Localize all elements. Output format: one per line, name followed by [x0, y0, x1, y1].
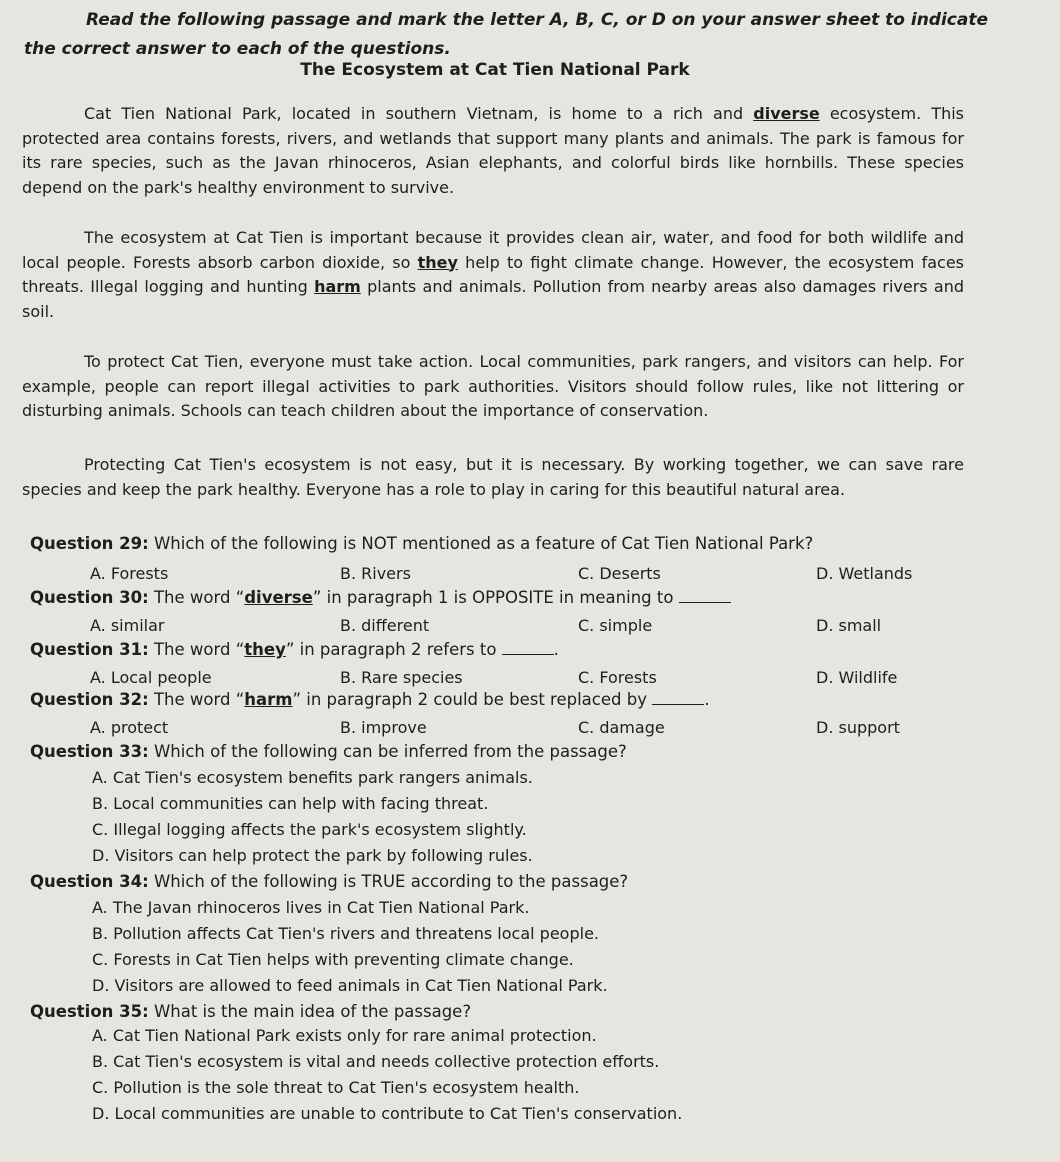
- option-a[interactable]: A. Cat Tien's ecosystem benefits park rangers animals.: [92, 768, 533, 787]
- option-b[interactable]: B. Rare species: [340, 668, 463, 687]
- option-d[interactable]: D. support: [816, 718, 900, 737]
- option-c[interactable]: C. Deserts: [578, 564, 661, 583]
- option-d[interactable]: D. Wildlife: [816, 668, 898, 687]
- instruction-line-1: Read the following passage and mark the letter A, B, C, or D on your answer sheet to indicate: [86, 10, 989, 30]
- option-a[interactable]: A. protect: [90, 718, 169, 737]
- option-d[interactable]: D. Wetlands: [816, 564, 913, 583]
- question-30: Question 30: The word “diverse” in paragraph 1 is OPPOSITE in meaning to: [30, 588, 731, 607]
- option-b[interactable]: B. Cat Tien's ecosystem is vital and needs collective protection efforts.: [92, 1052, 660, 1071]
- paragraph-3: To protect Cat Tien, everyone must take action. Local communities, park rangers, and visitors can help. For example, people can report illegal activities to park authorities. Visitors should follow rules, like not littering or disturbing animals. Schools can teach children about the importance of conservation.: [22, 352, 964, 420]
- passage-title: The Ecosystem at Cat Tien National Park: [300, 60, 690, 80]
- option-b[interactable]: B. Local communities can help with facing threat.: [92, 794, 489, 813]
- option-b[interactable]: B. Pollution affects Cat Tien's rivers and threatens local people.: [92, 924, 599, 943]
- instruction: [24, 6, 1034, 64]
- option-d[interactable]: D. Local communities are unable to contribute to Cat Tien's conservation.: [92, 1104, 683, 1123]
- option-c[interactable]: C. Illegal logging affects the park's ecosystem slightly.: [92, 820, 527, 839]
- option-d[interactable]: D. small: [816, 616, 882, 635]
- question-35: Question 35: What is the main idea of the passage?: [30, 1002, 472, 1021]
- answer-blank: [679, 602, 731, 603]
- option-c[interactable]: C. Pollution is the sole threat to Cat Tien's ecosystem health.: [92, 1078, 580, 1097]
- option-a[interactable]: A. Local people: [90, 668, 212, 687]
- option-c[interactable]: C. Forests in Cat Tien helps with preventing climate change.: [92, 950, 574, 969]
- question-32: Question 32: The word “harm” in paragraph 2 could be best replaced by .: [30, 690, 710, 709]
- question-33: Question 33: Which of the following can be inferred from the passage?: [30, 742, 627, 761]
- question-29: Question 29: Which of the following is NOT mentioned as a feature of Cat Tien National Park?: [30, 534, 814, 553]
- word-they: they: [417, 252, 458, 272]
- word-diverse: diverse: [753, 104, 820, 123]
- question-34: Question 34: Which of the following is TRUE according to the passage?: [30, 872, 629, 891]
- instruction-line-2: the correct answer to each of the questions.: [24, 39, 451, 59]
- option-d[interactable]: D. Visitors can help protect the park by following rules.: [92, 846, 533, 865]
- option-c[interactable]: C. simple: [578, 616, 653, 635]
- paragraph-1: Cat Tien National Park, located in southern Vietnam, is home to a rich and diverse ecosystem. This protected area contains forests, rivers, and wetlands that support many plants and animals. The park is famous for its rare species, such as the Javan rhinoceros, Asian elephants, and colorful birds like hornbills. These species depend on the park's healthy environment to survive.: [22, 104, 964, 197]
- question-31: Question 31: The word “they” in paragraph 2 refers to .: [30, 640, 559, 659]
- paragraph-2: The ecosystem at Cat Tien is important because it provides clean air, water, and food for both wildlife and local people. Forests absorb carbon dioxide, so they help to fight climate change. However, the ecosystem faces threats. Illegal logging and hunting harm plants and animals. Pollution from nearby areas also damages rivers and soil.: [22, 228, 965, 321]
- option-a[interactable]: A. The Javan rhinoceros lives in Cat Tien National Park.: [92, 898, 530, 917]
- option-c[interactable]: C. damage: [578, 718, 665, 737]
- option-d[interactable]: D. Visitors are allowed to feed animals in Cat Tien National Park.: [92, 976, 608, 995]
- answer-blank: [652, 704, 704, 705]
- paragraph-4: Protecting Cat Tien's ecosystem is not easy, but it is necessary. By working together, we can save rare species and keep the park healthy. Everyone has a role to play in caring for this beautiful natural area.: [22, 455, 964, 499]
- option-b[interactable]: B. Rivers: [340, 564, 411, 583]
- option-c[interactable]: C. Forests: [578, 668, 657, 687]
- option-a[interactable]: A. similar: [90, 616, 165, 635]
- option-b[interactable]: B. different: [340, 616, 430, 635]
- option-b[interactable]: B. improve: [340, 718, 427, 737]
- option-a[interactable]: A. Cat Tien National Park exists only for rare animal protection.: [92, 1026, 597, 1045]
- option-a[interactable]: A. Forests: [90, 564, 169, 583]
- word-harm: harm: [314, 277, 361, 296]
- answer-blank: [502, 654, 554, 655]
